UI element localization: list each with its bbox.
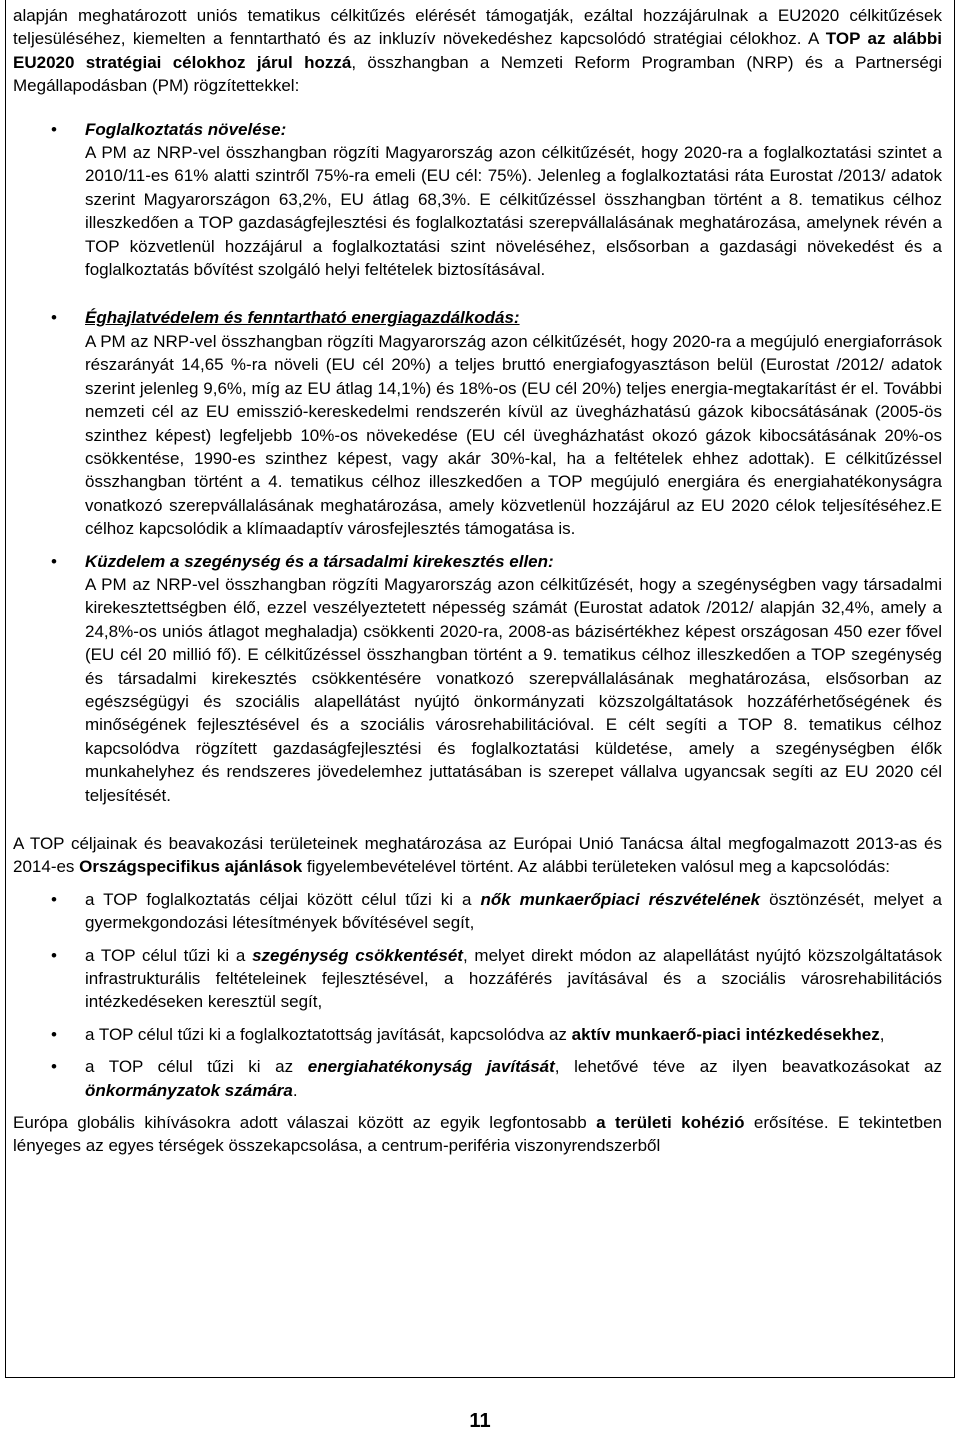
csr-links-list xyxy=(13,888,942,1102)
goal-text: A PM az NRP-vel összhangban rögzíti Magyarország azon célkitűzését, hogy 2020-ra a megújuló energiaforrások részarányát 14,65 %-ra növeli (EU cél 20%) a teljes bruttó energiafogyasztáson belül (Eurostat /2012/ adatok szerint jelenleg 9,6%, míg az EU átlag 14,1%) és 18%-os (EU cél 20%) teljes energia-megtakarítást ér el. További nemzeti cél az EU emisszió-kereskedelmi rendszerén kívül az üvegházhatású gázok kibocsátásának (2005-ös szinthez képest) legfeljebb 10%-os növekedése (EU cél üvegházhatást okozó gázok kibocsátásának 20%-os csökkentése, 1990-es szinthez képest, vagy akár 30%-kal, ha a feltételek ehhez adottak). E célkitűzéssel összhangban történt a 4. tematikus célhoz illeszkedően a TOP megújuló energiára és energiahatékonyságra vonatkozó szerepvállalásának meghatározása, amely közvetlenül hozzájárul az EU 2020 célok teljesítéséhez.E célhoz kapcsolódik a klímaadaptív városfejlesztés támogatása is. xyxy=(85,331,942,539)
intro-paragraph: alapján meghatározott uniós tematikus célkitűzés elérését támogatják, ezáltal hozzájárulnak a EU2020 célkitűzések teljesüléséhez, kiemelten a fenntartható és az inkluzív növekedéshez kapcsolódó stratégiai célokhoz. A TOP az alábbi EU2020 stratégiai célokhoz járul hozzá, összhangban a Nemzeti Reform Programban (NRP) és a Partnerségi Megállapodásban (PM) rögzítettekkel: xyxy=(13,6,943,96)
cohesion-highlight: a területi kohézió xyxy=(596,1113,745,1133)
goal-poverty xyxy=(13,550,942,807)
intro-highlight: TOP az alábbi EU2020 stratégiai célokhoz járul hozzá xyxy=(13,29,942,72)
goal-title: Éghajlatvédelem és fenntartható energiagazdálkodás: xyxy=(85,308,520,328)
cohesion-paragraph: Európa globális kihívásokra adott válaszai között az egyik legfontosabb a területi kohézió erősítése. E tekintetben lényeges az egyes térségek összekapcsolása, a centrum-periféria viszonyrendszerből xyxy=(13,1113,942,1156)
goal-climate xyxy=(13,306,942,540)
csr-link-item: • a TOP célul tűzi ki a szegénység csökkentését, melyet direkt módon az alapellátást nyújtó közszolgáltatások infrastrukturális feltételeinek fejlesztésével, a hozzáférés javításával és a szociális városrehabilitációs intézkedéseken keresztül segít, xyxy=(13,944,942,1014)
goal-text: A PM az NRP-vel összhangban rögzíti Magyarország azon célkitűzését, hogy a szegénységben vagy társadalmi kirekesztettségben élő, ezzel veszélyeztetett népesség számát (Eurostat adatok /2012/ alapján 32,4%, amely a 24,8%-os uniós átlagot meghaladja) csökkenti 2020-ra, 2008-as bázisértékhez képest országosan 450 ezer fővel (EU cél 20 millió fő). E célkitűzéssel összhangban történt a 9. tematikus célhoz illeszkedően a TOP szegénység és társadalmi kirekesztés csökkentésére vonatkozó szerepvállalásának meghatározása, elsősorban az egészségügyi és szociális alapellátást nyújtó önkormányzati közszolgáltatások hozzáférhetőségének és minőségének fejlesztésével és a szociális városrehabilitációval. E célt segíti a TOP 8. tematikus célhoz kapcsolódva rögzített gazdaságfejlesztési és foglalkoztatási küldetése, amely a szegénységben élők munkahelyhez és rendszeres jövedelemhez juttatásában is szerepet vállalva ugyancsak segíti az EU 2020 cél teljesítését. xyxy=(85,574,942,805)
document-body xyxy=(13,4,942,1158)
csr-highlight: Országspecifikus ajánlások xyxy=(79,857,303,877)
eu2020-goals-list xyxy=(13,118,942,807)
csr-link-item: • a TOP foglalkoztatás céljai között célul tűzi ki a nők munkaerőpiaci részvételének ösztönzését, melyet a gyermekgondozási létesítmények bővítésével segít, xyxy=(13,888,942,935)
goal-employment xyxy=(13,118,942,282)
goal-text: A PM az NRP-vel összhangban rögzíti Magyarország azon célkitűzését, hogy 2020-ra a foglalkoztatási szintet a 2010/11-es 61% alatti szintről 75%-ra emeli (EU cél: 75%). Jelenleg a foglalkoztatási ráta Eurostat /2013/ adatok szerint Magyarországon 63,2%, EU átlag 68,3%. E célkitűzéssel összhangban történt a 8. tematikus célhoz illeszkedően a TOP gazdaságfejlesztési és foglalkoztatási szerepvállalásának meghatározása, amelynek révén a TOP közvetlenül hozzájárul a foglalkoztatási szint növeléséhez, elsősorban a gazdasági növekedést és a foglalkoztatás bővítést szolgáló helyi feltételek biztosításával. xyxy=(85,143,942,280)
goal-title: Foglalkoztatás növelése: xyxy=(85,119,287,139)
csr-paragraph: A TOP céljainak és beavakozási területeinek meghatározása az Európai Unió Tanácsa által megfogalmazott 2013-as és 2014-es Országspecifikus ajánlások figyelembevételével történt. Az alábbi területeken valósul meg a kapcsolódás: xyxy=(13,834,942,877)
goal-title: Küzdelem a szegénység és a társadalmi kirekesztés ellen: xyxy=(85,551,554,571)
page-number: 11 xyxy=(469,1410,491,1432)
csr-link-item: • a TOP célul tűzi ki a foglalkoztatottság javítását, kapcsolódva az aktív munkaerő-piaci intézkedésekhez, xyxy=(13,1023,942,1046)
csr-link-item: • a TOP célul tűzi ki az energiahatékonyság javítását, lehetővé téve az ilyen beavatkozásokat az önkormányzatok számára. xyxy=(13,1055,942,1102)
